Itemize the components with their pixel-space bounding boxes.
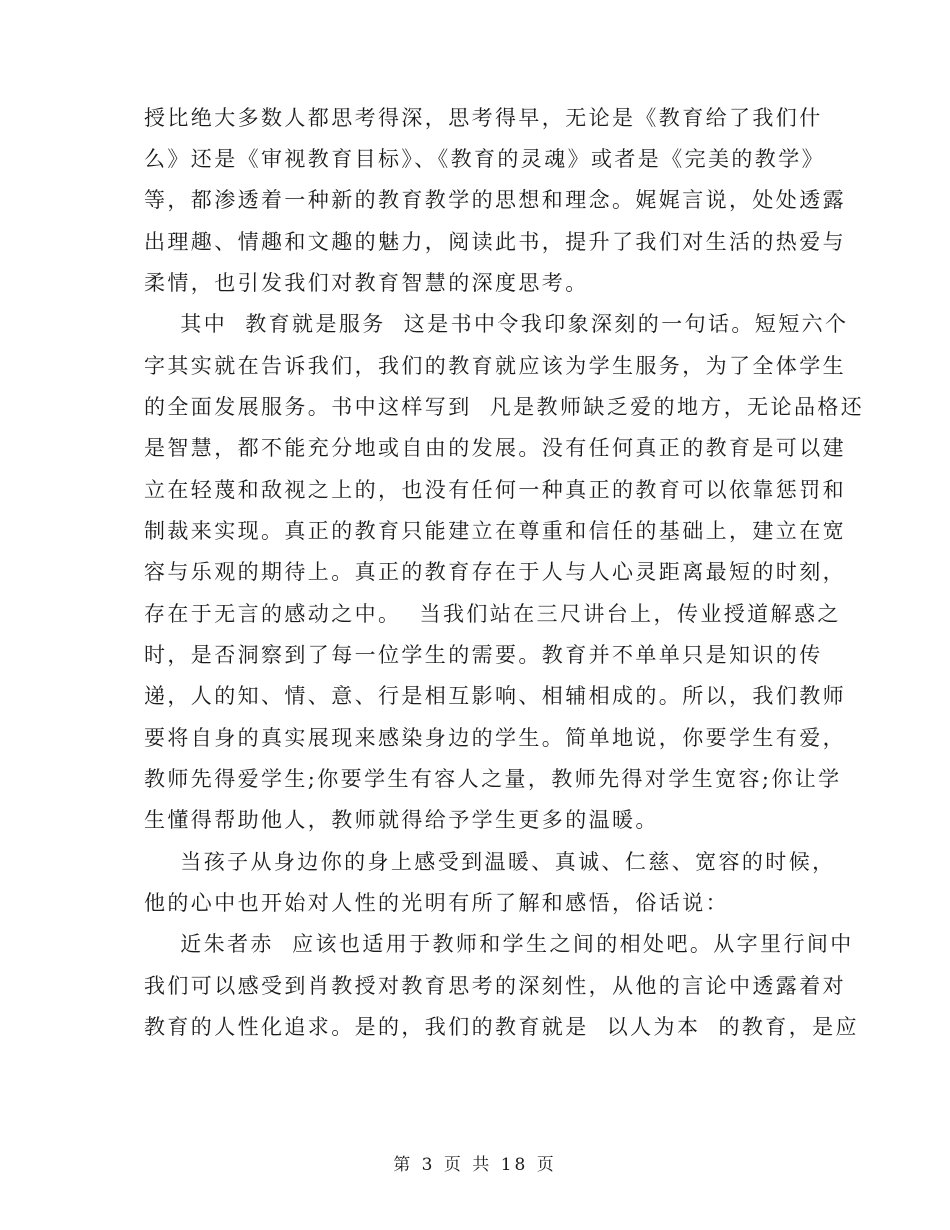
text-line: 么》还是《审视教育目标》、《教育的灵魂》或者是《完美的教学》 [144, 147, 825, 171]
text-line: 生懂得帮助他人，教师就得给予学生更多的温暖。 [144, 808, 659, 832]
text-line: 存在于无言的感动之中。 当我们站在三尺讲台上，传业授道解惑之 [144, 602, 841, 626]
text-line: 递，人的知、情、意、行是相互影响、相辅相成的。所以，我们教师 [144, 684, 846, 708]
text-line: 他的心中也开始对人性的光明有所了解和感悟，俗话说： [144, 891, 729, 915]
text-line: 立在轻蔑和敌视之上的，也没有任何一种真正的教育可以依靠惩罚和 [144, 478, 846, 502]
text-line: 容与乐观的期待上。真正的教育存在于人与人心灵距离最短的时刻， [144, 560, 846, 584]
text-line: 我们可以感受到肖教授对教育思考的深刻性，从他的言论中透露着对 [144, 974, 846, 998]
text-line: 当孩子从身边你的身上感受到温暖、真诚、仁慈、宽容的时候， [144, 850, 836, 874]
text-line: 近朱者赤 应该也适用于教师和学生之间的相处吧。从字里行间中 [144, 932, 854, 956]
page-number-footer: 第 3 页 共 18 页 [393, 1155, 557, 1175]
text-line: 教育的人性化追求。是的，我们的教育就是 以人为本 的教育，是应 [144, 1015, 859, 1039]
text-line: 出理趣、情趣和文趣的魅力，阅读此书，提升了我们对生活的热爱与 [144, 230, 846, 254]
text-line: 授比绝大多数人都思考得深，思考得早，无论是《教育给了我们什 [144, 106, 823, 130]
text-line: 的全面发展服务。书中这样写到 凡是教师缺乏爱的地方，无论品格还 [144, 395, 865, 419]
text-line: 教师先得爱学生;你要学生有容人之量，教师先得对学生宽容;你让学 [144, 767, 842, 791]
text-line: 是智慧，都不能充分地或自由的发展。没有任何真正的教育是可以建 [144, 436, 846, 460]
text-line: 字其实就在告诉我们，我们的教育就应该为学生服务，为了全体学生 [144, 354, 846, 378]
text-line: 柔情，也引发我们对教育智慧的深度思考。 [144, 271, 589, 295]
text-line: 制裁来实现。真正的教育只能建立在尊重和信任的基础上，建立在宽 [144, 519, 846, 543]
text-line: 等，都渗透着一种新的教育教学的思想和理念。娓娓言说，处处透露 [144, 188, 846, 212]
text-line: 时，是否洞察到了每一位学生的需要。教育并不单单只是知识的传 [144, 643, 823, 667]
text-line: 其中 教育就是服务 这是书中令我印象深刻的一句话。短短六个 [144, 312, 849, 336]
text-line: 要将自身的真实展现来感染身边的学生。简单地说，你要学生有爱， [144, 726, 846, 750]
